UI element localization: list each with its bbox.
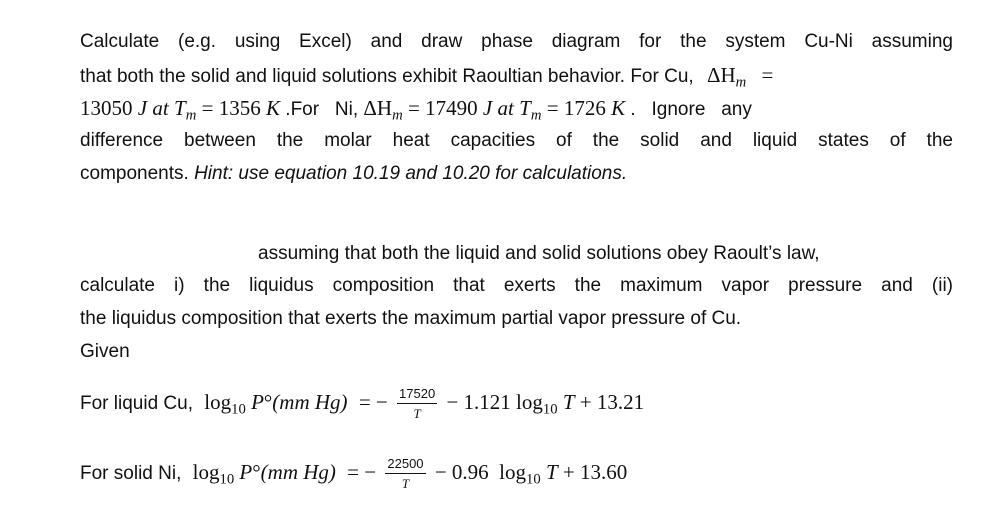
problem2-line3: the liquidus composition that exerts the maximum partial vapor pressure of Cu. xyxy=(80,308,742,329)
equation-ni-lhs: $\log_{10} P^\circ(mm$ Hg) xyxy=(192,460,336,488)
ni-enthalpy-value: 17490 xyxy=(425,96,478,120)
equals-sign: = xyxy=(761,63,774,87)
equation-cu-label: For liquid Cu, xyxy=(80,393,193,414)
equation-ni xyxy=(80,456,953,495)
tm-symbol: $T_m$ xyxy=(519,96,542,124)
equals-sign: = xyxy=(201,96,214,120)
problem2-line2: calculate i) the liquidus composition that exerts the maximum vapor pressure and (ii) xyxy=(80,275,953,296)
equation-ni-numerator: 22500 xyxy=(385,456,425,474)
problem1-line3 xyxy=(80,94,953,129)
equation-cu-denominator: T xyxy=(413,406,421,422)
equation-cu-numerator: 17520 xyxy=(397,386,437,404)
at-word: at xyxy=(152,96,169,120)
problem1-line2 xyxy=(80,61,953,96)
equation-cu-lhs: $\log_{10} P^\circ(mm$ Hg) xyxy=(204,390,348,418)
equation-cu-rest: − 1.121 $\log_{10} T + 13.21$ xyxy=(446,390,645,418)
problem1-line4: difference between the molar heat capacities of the solid and liquid states of the xyxy=(80,130,953,151)
problem1-line5 xyxy=(80,160,953,188)
unit-j: J xyxy=(482,96,493,120)
ignore-any-text: . Ignore any xyxy=(630,99,752,120)
unit-j: J xyxy=(137,96,148,120)
delta-h-ni: $\Delta H_m$ xyxy=(363,96,403,124)
equals-sign: = xyxy=(407,96,420,120)
equation-ni-label: For solid Ni, xyxy=(80,463,182,484)
for-ni-text: .For Ni, xyxy=(285,99,359,120)
cu-melting-temp: 1356 xyxy=(218,96,261,120)
equation-ni-rest: − 0.96 $\log_{10} T + 13.60$ xyxy=(434,460,628,488)
problem2-line4: Given xyxy=(80,341,130,362)
equation-cu-equals: = − xyxy=(358,390,388,414)
ni-melting-temp: 1726 xyxy=(563,96,606,120)
equation-cu xyxy=(80,386,953,425)
equation-ni-fraction xyxy=(385,456,425,491)
unit-k: K xyxy=(611,96,626,120)
hint-text: Hint: use equation 10.19 and 10.20 for calculations. xyxy=(194,163,628,184)
cu-enthalpy-value: 13050 xyxy=(80,96,133,120)
problem1-line1: Calculate (e.g. using Excel) and draw phase diagram for the system Cu-Ni assuming xyxy=(80,31,953,52)
problem1-line2-text: that both the solid and liquid solutions exhibit Raoultian behavior. For Cu, xyxy=(80,66,694,87)
equation-cu-fraction xyxy=(397,386,437,421)
equation-ni-equals: = − xyxy=(347,460,377,484)
unit-k: K xyxy=(266,96,281,120)
equation-ni-denominator: T xyxy=(401,476,410,492)
problem2-line1: assuming that both the liquid and solid solutions obey Raoult’s law, xyxy=(258,243,820,264)
at-word: at xyxy=(497,96,514,120)
problem1-line5-text: components. xyxy=(80,163,189,184)
tm-symbol: $T_m$ xyxy=(174,96,197,124)
delta-h-cu: $\Delta H_m$ xyxy=(706,63,747,91)
equals-sign: = xyxy=(546,96,559,120)
